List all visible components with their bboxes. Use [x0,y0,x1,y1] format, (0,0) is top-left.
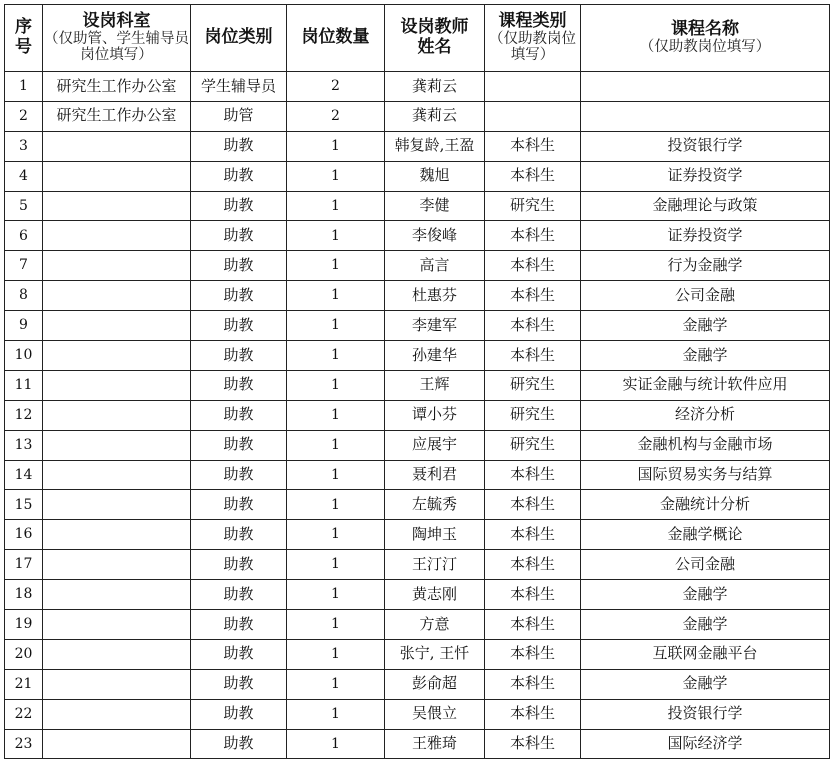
post-count-cell: 1 [287,610,385,640]
course-name-cell: 金融学概论 [581,520,830,550]
seq-cell: 23 [5,729,43,759]
seq-cell: 21 [5,669,43,699]
post-type-cell: 助管 [191,101,287,131]
dept-cell [43,311,191,341]
post-count-cell: 1 [287,311,385,341]
post-count-cell: 1 [287,400,385,430]
course-name-cell [581,72,830,102]
course-type-cell: 本科生 [485,580,581,610]
course-name-cell: 公司金融 [581,281,830,311]
course-type-cell: 本科生 [485,161,581,191]
post-count-cell: 1 [287,580,385,610]
course-name-cell: 金融机构与金融市场 [581,430,830,460]
course-type-cell: 研究生 [485,191,581,221]
course-name-cell: 金融统计分析 [581,490,830,520]
seq-cell: 9 [5,311,43,341]
teacher-cell: 方意 [385,610,485,640]
post-type-cell: 助教 [191,251,287,281]
course-type-cell: 本科生 [485,550,581,580]
course-name-cell: 公司金融 [581,550,830,580]
course-name-cell [581,101,830,131]
table-row [5,610,830,640]
teacher-cell: 王雅琦 [385,729,485,759]
header-dept [43,5,191,72]
teacher-cell: 谭小芬 [385,400,485,430]
seq-cell: 13 [5,430,43,460]
table-row [5,460,830,490]
seq-cell: 16 [5,520,43,550]
table-row [5,72,830,102]
table-row [5,550,830,580]
dept-cell [43,699,191,729]
dept-cell [43,639,191,669]
course-type-cell: 本科生 [485,251,581,281]
post-type-cell: 助教 [191,191,287,221]
table-row [5,281,830,311]
teacher-cell: 杜惠芬 [385,281,485,311]
post-allocation-table [4,4,830,759]
header-dept-sub: （仅助管、学生辅导员岗位填写） [44,30,189,63]
course-type-cell: 研究生 [485,430,581,460]
course-type-cell: 研究生 [485,370,581,400]
header-course-type-sub: （仅助教岗位填写） [489,30,576,63]
seq-cell: 1 [5,72,43,102]
post-count-cell: 1 [287,639,385,669]
dept-cell: 研究生工作办公室 [43,72,191,102]
teacher-cell: 王汀汀 [385,550,485,580]
course-type-cell: 本科生 [485,341,581,371]
seq-cell: 19 [5,610,43,640]
header-seq-line1: 序 [15,17,32,38]
teacher-cell: 李健 [385,191,485,221]
dept-cell [43,341,191,371]
post-count-cell: 1 [287,729,385,759]
seq-cell: 5 [5,191,43,221]
dept-cell [43,669,191,699]
header-row [5,5,830,72]
dept-cell [43,580,191,610]
seq-cell: 18 [5,580,43,610]
dept-cell [43,610,191,640]
course-name-cell: 投资银行学 [581,699,830,729]
course-name-cell: 金融学 [581,669,830,699]
course-type-cell: 本科生 [485,639,581,669]
post-type-cell: 助教 [191,550,287,580]
dept-cell [43,221,191,251]
course-type-cell: 本科生 [485,699,581,729]
post-count-cell: 1 [287,341,385,371]
post-count-cell: 1 [287,460,385,490]
post-type-cell: 助教 [191,729,287,759]
teacher-cell: 魏旭 [385,161,485,191]
course-type-cell [485,101,581,131]
seq-cell: 12 [5,400,43,430]
course-type-cell: 本科生 [485,669,581,699]
course-name-cell: 证券投资学 [581,221,830,251]
course-type-cell: 本科生 [485,729,581,759]
header-course-type-main: 课程类别 [498,11,567,32]
table-row [5,370,830,400]
post-type-cell: 助教 [191,490,287,520]
seq-cell: 20 [5,639,43,669]
teacher-cell: 彭俞超 [385,669,485,699]
course-type-cell: 本科生 [485,460,581,490]
teacher-cell: 李俊峰 [385,221,485,251]
post-type-cell: 助教 [191,669,287,699]
teacher-cell: 孙建华 [385,341,485,371]
post-type-cell: 助教 [191,131,287,161]
post-type-cell: 助教 [191,699,287,729]
course-name-cell: 投资银行学 [581,131,830,161]
course-type-cell: 本科生 [485,311,581,341]
header-course-name [581,5,830,72]
course-name-cell: 金融学 [581,341,830,371]
table-row [5,729,830,759]
course-type-cell [485,72,581,102]
dept-cell [43,520,191,550]
dept-cell [43,370,191,400]
teacher-cell: 龚莉云 [385,72,485,102]
table-row [5,520,830,550]
course-type-cell: 本科生 [485,131,581,161]
table-row [5,400,830,430]
seq-cell: 7 [5,251,43,281]
seq-cell: 2 [5,101,43,131]
course-name-cell: 经济分析 [581,400,830,430]
dept-cell [43,251,191,281]
teacher-cell: 龚莉云 [385,101,485,131]
post-type-cell: 助教 [191,221,287,251]
header-seq-line2: 号 [15,37,32,57]
course-name-cell: 国际经济学 [581,729,830,759]
teacher-cell: 陶坤玉 [385,520,485,550]
seq-cell: 4 [5,161,43,191]
post-type-cell: 助教 [191,520,287,550]
seq-cell: 8 [5,281,43,311]
post-count-cell: 1 [287,430,385,460]
post-type-cell: 助教 [191,580,287,610]
seq-cell: 22 [5,699,43,729]
dept-cell [43,281,191,311]
post-count-cell: 1 [287,550,385,580]
dept-cell [43,460,191,490]
table-row [5,311,830,341]
header-post-type: 岗位类别 [191,5,287,72]
teacher-cell: 聂利君 [385,460,485,490]
post-type-cell: 助教 [191,341,287,371]
table-row [5,430,830,460]
dept-cell: 研究生工作办公室 [43,101,191,131]
table-row [5,699,830,729]
post-type-cell: 助教 [191,281,287,311]
course-name-cell: 金融学 [581,311,830,341]
post-type-cell: 助教 [191,610,287,640]
post-type-cell: 助教 [191,639,287,669]
table-row [5,669,830,699]
teacher-cell: 王辉 [385,370,485,400]
post-count-cell: 2 [287,72,385,102]
seq-cell: 10 [5,341,43,371]
header-post-count: 岗位数量 [287,5,385,72]
post-type-cell: 学生辅导员 [191,72,287,102]
course-type-cell: 本科生 [485,520,581,550]
teacher-cell: 高言 [385,251,485,281]
table-row [5,580,830,610]
course-name-cell: 金融学 [581,580,830,610]
seq-cell: 11 [5,370,43,400]
post-count-cell: 1 [287,490,385,520]
teacher-cell: 左毓秀 [385,490,485,520]
course-name-cell: 金融学 [581,610,830,640]
header-teacher-line1: 设岗教师 [400,17,469,38]
header-course-type [485,5,581,72]
course-type-cell: 研究生 [485,400,581,430]
teacher-cell: 李建军 [385,311,485,341]
teacher-cell: 黄志刚 [385,580,485,610]
post-count-cell: 1 [287,370,385,400]
seq-cell: 6 [5,221,43,251]
course-name-cell: 证券投资学 [581,161,830,191]
teacher-cell: 应展宇 [385,430,485,460]
post-count-cell: 1 [287,281,385,311]
course-type-cell: 本科生 [485,221,581,251]
dept-cell [43,131,191,161]
table-row [5,191,830,221]
seq-cell: 15 [5,490,43,520]
post-count-cell: 1 [287,131,385,161]
table-header [5,5,830,72]
post-type-cell: 助教 [191,430,287,460]
teacher-cell: 张宁, 王忏 [385,639,485,669]
header-teacher [385,5,485,72]
course-type-cell: 本科生 [485,490,581,520]
header-dept-main: 设岗科室 [82,11,151,32]
post-count-cell: 1 [287,520,385,550]
header-seq [5,5,43,72]
course-name-cell: 互联网金融平台 [581,639,830,669]
table-row [5,221,830,251]
table-row [5,341,830,371]
dept-cell [43,400,191,430]
dept-cell [43,490,191,520]
course-type-cell: 本科生 [485,281,581,311]
seq-cell: 14 [5,460,43,490]
post-count-cell: 1 [287,699,385,729]
teacher-cell: 吴偎立 [385,699,485,729]
post-type-cell: 助教 [191,311,287,341]
header-teacher-line2: 姓名 [417,37,452,57]
course-name-cell: 行为金融学 [581,251,830,281]
table-row [5,161,830,191]
dept-cell [43,729,191,759]
post-type-cell: 助教 [191,460,287,490]
post-count-cell: 2 [287,101,385,131]
post-count-cell: 1 [287,669,385,699]
post-count-cell: 1 [287,191,385,221]
post-type-cell: 助教 [191,370,287,400]
dept-cell [43,430,191,460]
dept-cell [43,550,191,580]
post-count-cell: 1 [287,251,385,281]
post-count-cell: 1 [287,161,385,191]
course-name-cell: 金融理论与政策 [581,191,830,221]
table-row [5,639,830,669]
table-body [5,72,830,759]
course-name-cell: 国际贸易实务与结算 [581,460,830,490]
table-row [5,101,830,131]
seq-cell: 3 [5,131,43,161]
post-type-cell: 助教 [191,400,287,430]
post-type-cell: 助教 [191,161,287,191]
seq-cell: 17 [5,550,43,580]
dept-cell [43,191,191,221]
dept-cell [43,161,191,191]
table-row [5,490,830,520]
header-course-name-main: 课程名称 [671,19,739,40]
post-count-cell: 1 [287,221,385,251]
header-course-name-sub: （仅助教岗位填写） [639,38,771,55]
table-row [5,251,830,281]
course-type-cell: 本科生 [485,610,581,640]
course-name-cell: 实证金融与统计软件应用 [581,370,830,400]
teacher-cell: 韩复龄,王盈 [385,131,485,161]
table-row [5,131,830,161]
